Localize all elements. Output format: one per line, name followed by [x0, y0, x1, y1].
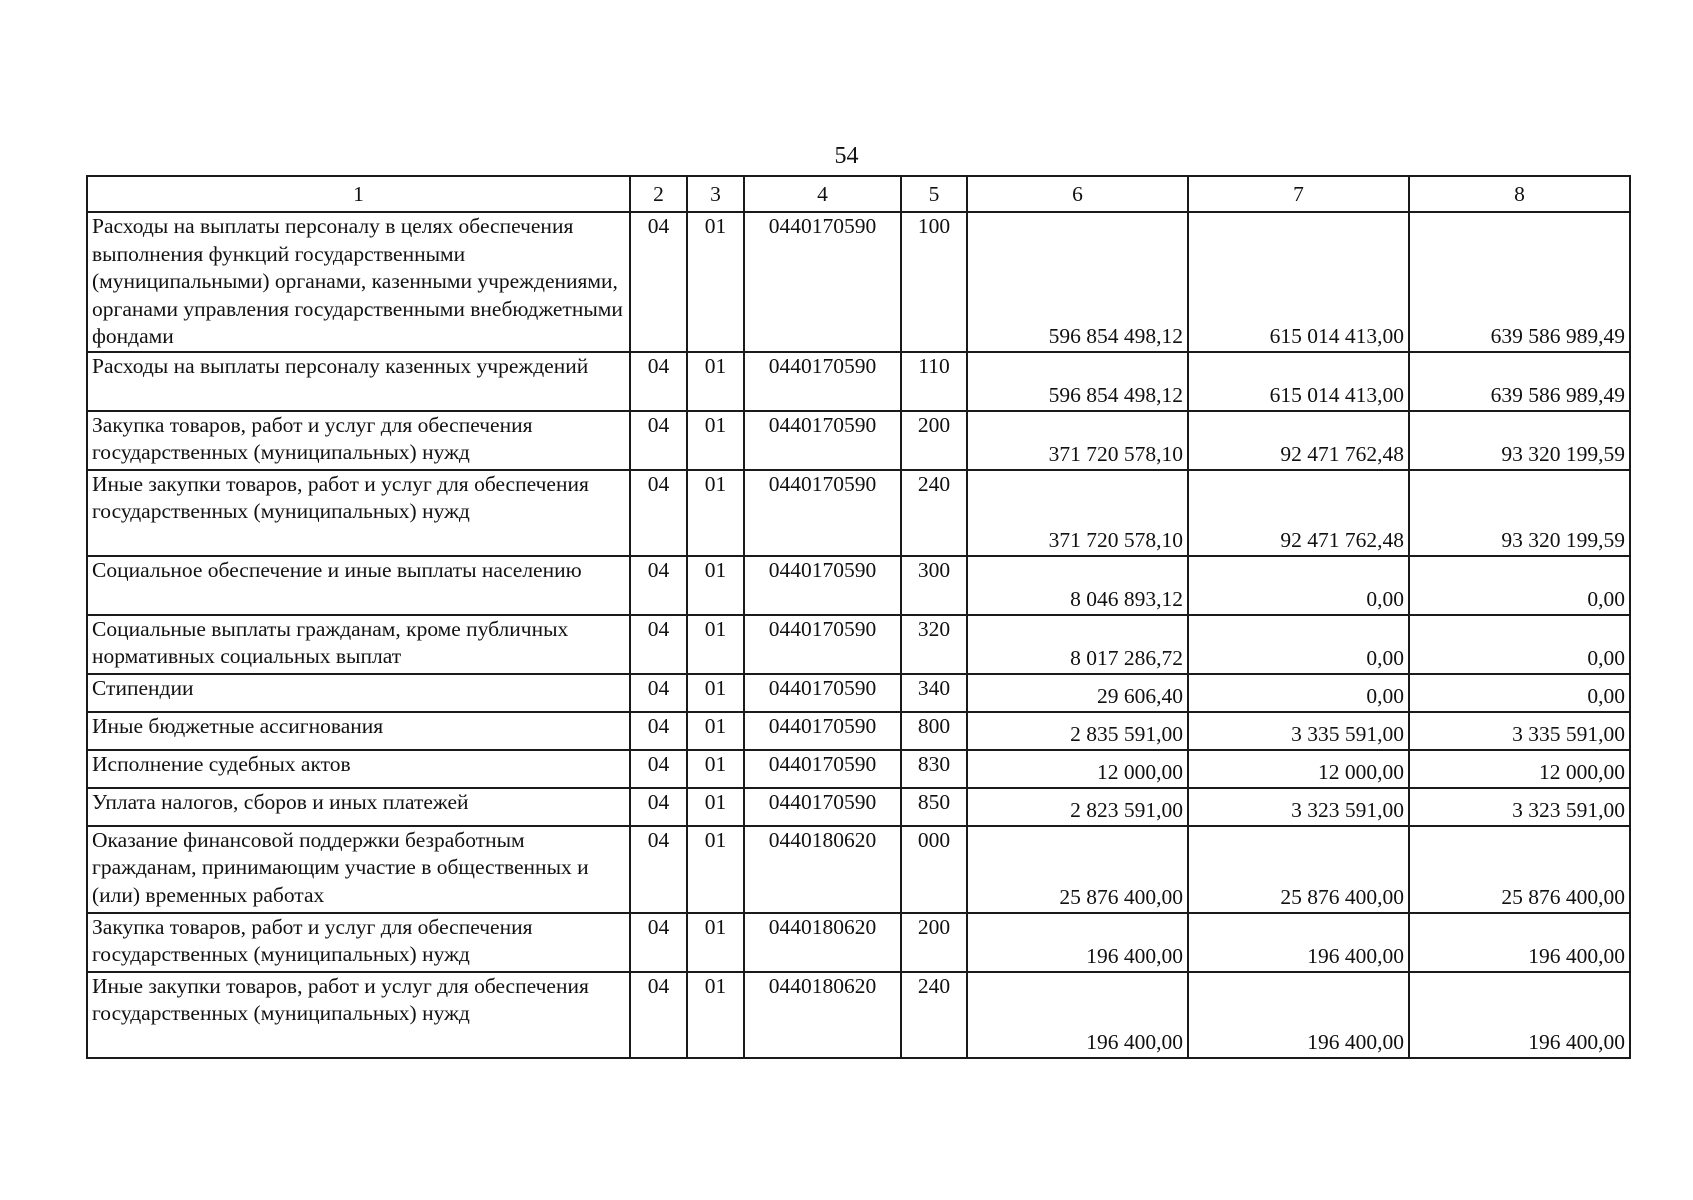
table-row: [87, 674, 1630, 712]
amount-col-7: 92 471 762,48: [1188, 470, 1409, 556]
amount-col-6: 2 835 591,00: [967, 712, 1188, 750]
table-row: [87, 352, 1630, 411]
expense-name: Оказание финансовой поддержки безработным гражданам, принимающим участие в общественных и (или) временных работах: [87, 826, 630, 913]
amount-col-7: 615 014 413,00: [1188, 352, 1409, 411]
amount-col-7: 615 014 413,00: [1188, 212, 1409, 352]
target-article-code: 0440170590: [744, 212, 901, 352]
amount-col-6: 371 720 578,10: [967, 411, 1188, 470]
subsection-code: 01: [687, 788, 744, 826]
table-row: [87, 470, 1630, 556]
amount-col-6: 2 823 591,00: [967, 788, 1188, 826]
expense-type-code: 340: [901, 674, 967, 712]
amount-col-6: 596 854 498,12: [967, 212, 1188, 352]
subsection-code: 01: [687, 826, 744, 913]
expense-name: Иные бюджетные ассигнования: [87, 712, 630, 750]
amount-col-6: 29 606,40: [967, 674, 1188, 712]
section-code: 04: [630, 470, 687, 556]
expense-type-code: 830: [901, 750, 967, 788]
section-code: 04: [630, 972, 687, 1058]
expense-type-code: 850: [901, 788, 967, 826]
expense-name: Закупка товаров, работ и услуг для обеспечения государственных (муниципальных) нужд: [87, 913, 630, 972]
amount-col-6: 25 876 400,00: [967, 826, 1188, 913]
subsection-code: 01: [687, 470, 744, 556]
amount-col-7: 196 400,00: [1188, 972, 1409, 1058]
section-code: 04: [630, 411, 687, 470]
amount-col-7: 3 323 591,00: [1188, 788, 1409, 826]
target-article-code: 0440180620: [744, 913, 901, 972]
amount-col-6: 371 720 578,10: [967, 470, 1188, 556]
expense-name: Уплата налогов, сборов и иных платежей: [87, 788, 630, 826]
amount-col-6: 196 400,00: [967, 972, 1188, 1058]
amount-col-8: 0,00: [1409, 674, 1630, 712]
expense-type-code: 200: [901, 411, 967, 470]
target-article-code: 0440170590: [744, 615, 901, 674]
section-code: 04: [630, 750, 687, 788]
column-header: 1: [87, 176, 630, 212]
amount-col-7: 196 400,00: [1188, 913, 1409, 972]
expense-type-code: 240: [901, 470, 967, 556]
table-row: [87, 788, 1630, 826]
amount-col-6: 8 017 286,72: [967, 615, 1188, 674]
expense-name: Закупка товаров, работ и услуг для обеспечения государственных (муниципальных) нужд: [87, 411, 630, 470]
section-code: 04: [630, 556, 687, 615]
expense-name: Исполнение судебных актов: [87, 750, 630, 788]
section-code: 04: [630, 674, 687, 712]
amount-col-8: 639 586 989,49: [1409, 212, 1630, 352]
expense-type-code: 300: [901, 556, 967, 615]
subsection-code: 01: [687, 352, 744, 411]
section-code: 04: [630, 788, 687, 826]
amount-col-8: 0,00: [1409, 556, 1630, 615]
amount-col-8: 25 876 400,00: [1409, 826, 1630, 913]
section-code: 04: [630, 913, 687, 972]
amount-col-8: 196 400,00: [1409, 913, 1630, 972]
subsection-code: 01: [687, 972, 744, 1058]
target-article-code: 0440180620: [744, 826, 901, 913]
subsection-code: 01: [687, 674, 744, 712]
amount-col-8: 3 335 591,00: [1409, 712, 1630, 750]
expense-name: Социальное обеспечение и иные выплаты населению: [87, 556, 630, 615]
amount-col-7: 0,00: [1188, 615, 1409, 674]
column-header: 7: [1188, 176, 1409, 212]
expense-type-code: 800: [901, 712, 967, 750]
subsection-code: 01: [687, 556, 744, 615]
amount-col-8: 93 320 199,59: [1409, 470, 1630, 556]
target-article-code: 0440170590: [744, 712, 901, 750]
column-header: 4: [744, 176, 901, 212]
expense-type-code: 100: [901, 212, 967, 352]
amount-col-6: 12 000,00: [967, 750, 1188, 788]
expense-name: Стипендии: [87, 674, 630, 712]
amount-col-7: 92 471 762,48: [1188, 411, 1409, 470]
target-article-code: 0440180620: [744, 972, 901, 1058]
table-row: [87, 411, 1630, 470]
target-article-code: 0440170590: [744, 352, 901, 411]
subsection-code: 01: [687, 712, 744, 750]
column-header: 6: [967, 176, 1188, 212]
amount-col-7: 0,00: [1188, 556, 1409, 615]
expense-name: Социальные выплаты гражданам, кроме публичных нормативных социальных выплат: [87, 615, 630, 674]
target-article-code: 0440170590: [744, 470, 901, 556]
amount-col-7: 0,00: [1188, 674, 1409, 712]
section-code: 04: [630, 712, 687, 750]
amount-col-8: 12 000,00: [1409, 750, 1630, 788]
table-row: [87, 212, 1630, 352]
amount-col-8: 196 400,00: [1409, 972, 1630, 1058]
expense-name: Иные закупки товаров, работ и услуг для обеспечения государственных (муниципальных) нужд: [87, 972, 630, 1058]
table-row: [87, 913, 1630, 972]
amount-col-8: 93 320 199,59: [1409, 411, 1630, 470]
table-row: [87, 556, 1630, 615]
amount-col-6: 596 854 498,12: [967, 352, 1188, 411]
expense-type-code: 110: [901, 352, 967, 411]
expense-type-code: 200: [901, 913, 967, 972]
amount-col-8: 3 323 591,00: [1409, 788, 1630, 826]
expense-name: Иные закупки товаров, работ и услуг для обеспечения государственных (муниципальных) нужд: [87, 470, 630, 556]
table-row: [87, 712, 1630, 750]
subsection-code: 01: [687, 750, 744, 788]
table-row: [87, 615, 1630, 674]
expense-type-code: 000: [901, 826, 967, 913]
target-article-code: 0440170590: [744, 674, 901, 712]
subsection-code: 01: [687, 212, 744, 352]
section-code: 04: [630, 615, 687, 674]
column-header: 3: [687, 176, 744, 212]
expense-type-code: 320: [901, 615, 967, 674]
amount-col-7: 3 335 591,00: [1188, 712, 1409, 750]
amount-col-6: 8 046 893,12: [967, 556, 1188, 615]
table-header-row: [87, 176, 1630, 212]
table-row: [87, 972, 1630, 1058]
subsection-code: 01: [687, 913, 744, 972]
amount-col-8: 639 586 989,49: [1409, 352, 1630, 411]
target-article-code: 0440170590: [744, 788, 901, 826]
column-header: 2: [630, 176, 687, 212]
table-row: [87, 826, 1630, 913]
amount-col-7: 25 876 400,00: [1188, 826, 1409, 913]
target-article-code: 0440170590: [744, 556, 901, 615]
column-header: 8: [1409, 176, 1630, 212]
column-header: 5: [901, 176, 967, 212]
section-code: 04: [630, 826, 687, 913]
budget-table: [86, 175, 1631, 1059]
expense-type-code: 240: [901, 972, 967, 1058]
page-number: 54: [834, 143, 859, 169]
section-code: 04: [630, 352, 687, 411]
target-article-code: 0440170590: [744, 750, 901, 788]
section-code: 04: [630, 212, 687, 352]
subsection-code: 01: [687, 411, 744, 470]
subsection-code: 01: [687, 615, 744, 674]
table-row: [87, 750, 1630, 788]
target-article-code: 0440170590: [744, 411, 901, 470]
amount-col-8: 0,00: [1409, 615, 1630, 674]
amount-col-7: 12 000,00: [1188, 750, 1409, 788]
amount-col-6: 196 400,00: [967, 913, 1188, 972]
expense-name: Расходы на выплаты персоналу в целях обеспечения выполнения функций государственными (муниципальными) органами, казенными учреждениями, органами управления государственными внебюджетными фондами: [87, 212, 630, 352]
expense-name: Расходы на выплаты персоналу казенных учреждений: [87, 352, 630, 411]
